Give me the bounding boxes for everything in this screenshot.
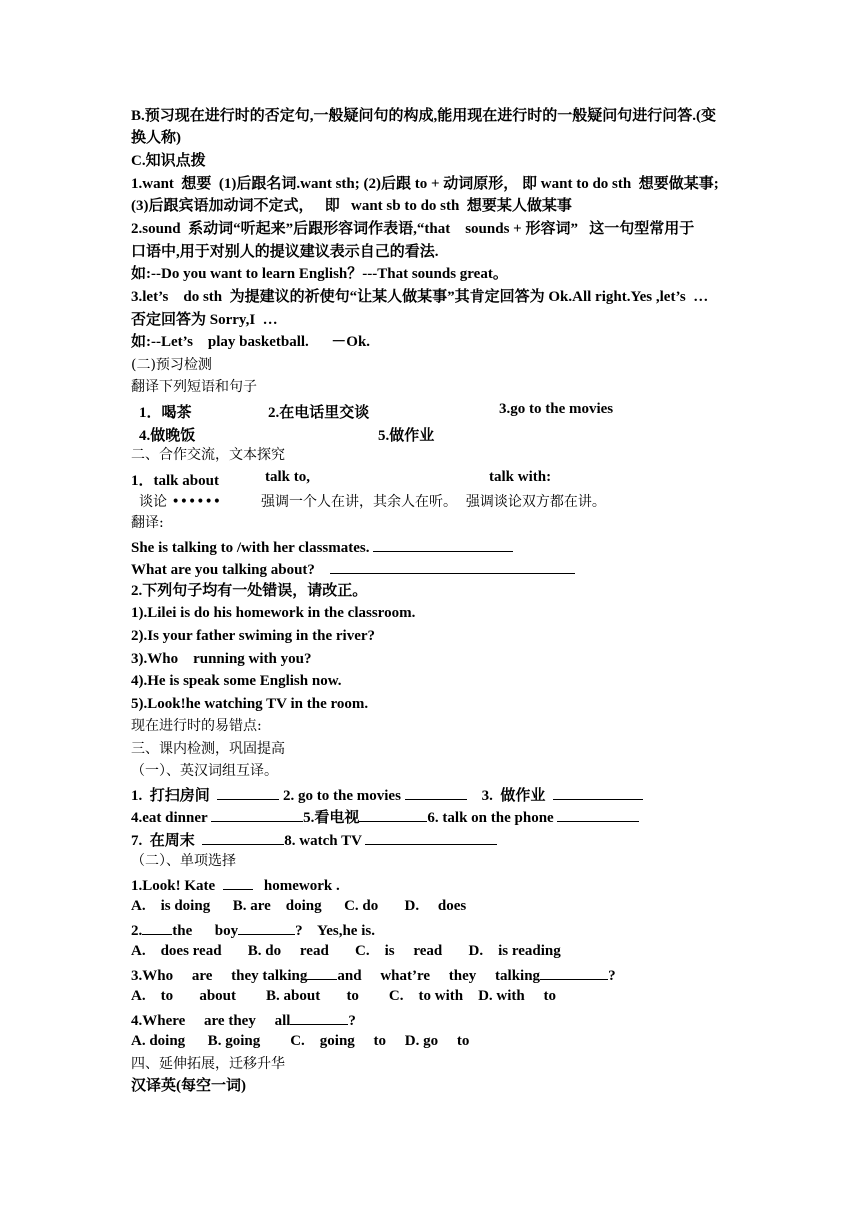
answer-blank [223, 875, 253, 890]
line-sound-example: 如:--Do you want to learn English？---That sounds great。 [131, 266, 508, 282]
line-common-errors: 现在进行时的易错点: [131, 718, 262, 734]
sentence-1-text: She is talking to /with her classmates. [131, 540, 374, 556]
line-discuss: 谈论 •••••• [139, 494, 221, 510]
phrase-row-3 [131, 830, 497, 850]
question-1-options: A. is doing B. are doing C. do D. does [131, 898, 467, 914]
error-item-5: 5).Look!he watching TV in the room. [131, 696, 369, 712]
question-4-options: A. doing B. going C. going to D. go to [131, 1033, 470, 1049]
answer-blank [217, 785, 279, 800]
item-cook-dinner: 4.做晚饭 [139, 428, 196, 444]
line-want-1: 1.want 想要 (1)后跟名词.want sth; (2)后跟 to + 动词原形， 即 want to do sth 想要做某事; [131, 176, 719, 192]
question-3-mid: and what’re they talking [337, 968, 541, 984]
heading-class-test: 三、课内检测，巩固提高 [131, 741, 285, 757]
answer-blank [557, 807, 639, 822]
line-objective-b: B.预习现在进行时的否定句,一般疑问句的构成,能用现在进行时的一般疑问句进行问答.(变 [131, 108, 717, 124]
answer-blank [330, 559, 575, 574]
answer-blank [359, 807, 427, 822]
error-item-4: 4).He is speak some English now. [131, 673, 342, 689]
phrase-clean-room: 1. 打扫房间 [131, 788, 218, 804]
line-emphasis: 强调一个人在讲，其余人在听。 强调谈论双方都在讲。 [261, 494, 606, 510]
heading-cooperation: 二、合作交流，文本探究 [131, 447, 285, 463]
answer-blank [202, 830, 284, 845]
answer-blank [405, 785, 467, 800]
line-translate-cn-en: 汉译英(每空一词) [131, 1078, 246, 1094]
line-sound-1: 2.sound 系动词“听起来”后跟形容词作表语,“that sounds + 形容词” 这一句型常用于 [131, 221, 695, 237]
question-1-tail: homework . [252, 878, 340, 894]
error-item-2: 2).Is your father swiming in the river? [131, 628, 376, 644]
answer-blank [142, 920, 172, 935]
phrase-weekend: 7. 在周末 [131, 833, 203, 849]
line-translate-instruction: 翻译下列短语和句子 [131, 379, 257, 395]
heading-phrase-translation: （一）、英汉词组互译。 [131, 763, 278, 779]
phrase-eat-dinner: 4.eat dinner [131, 810, 212, 826]
question-4 [131, 1010, 356, 1030]
heading-knowledge-points: C.知识点拨 [131, 153, 206, 169]
item-talk-about: 1．talk about [131, 473, 219, 489]
error-item-3: 3).Who running with you? [131, 651, 312, 667]
line-lets-example: 如:--Let’s play basketball. －Ok. [131, 334, 371, 350]
line-translate-label: 翻译: [131, 515, 164, 531]
sentence-2-text: What are you talking about? [131, 562, 330, 578]
item-drink-tea: 1．喝茶 [139, 405, 192, 421]
phrase-watch-tv: 8. watch TV [284, 833, 366, 849]
question-2-options: A. does read B. do read C. is read D. is reading [131, 943, 561, 959]
line-sentence-1 [131, 537, 513, 557]
answer-blank [211, 807, 303, 822]
phrase-row-2 [131, 807, 639, 827]
question-2-num: 2. [131, 923, 143, 939]
item-talk-with: talk with: [489, 469, 552, 485]
question-3-options: A. to about B. about to C. to with D. with to [131, 988, 557, 1004]
question-3-text: 3.Who are they talking [131, 968, 308, 984]
heading-correct-errors: 2.下列句子均有一处错误，请改正。 [131, 583, 368, 599]
line-objective-b-cont: 换人称) [131, 130, 181, 146]
phrase-go-movies: 2. go to the movies [279, 788, 405, 804]
line-lets-2: 否定回答为 Sorry,I … [131, 312, 278, 328]
phrase-do-homework: 3. 做作业 [466, 788, 553, 804]
heading-preview-test: (二)预习检测 [131, 357, 212, 373]
question-2 [131, 920, 375, 940]
phrase-row-1 [131, 785, 643, 805]
question-3-tail: ? [608, 968, 616, 984]
line-sentence-2 [131, 559, 575, 579]
heading-extension: 四、延伸拓展，迁移升华 [131, 1056, 285, 1072]
phrase-talk-phone: 6. talk on the phone [427, 810, 558, 826]
item-go-to-movies: 3.go to the movies [499, 401, 614, 417]
question-2-text: the boy [172, 923, 239, 939]
answer-blank [238, 920, 295, 935]
item-do-homework: 5.做作业 [378, 428, 435, 444]
question-1-text: 1.Look! Kate [131, 878, 223, 894]
answer-blank [553, 785, 643, 800]
question-4-text: 4.Where are they all [131, 1013, 291, 1029]
question-1 [131, 875, 340, 895]
item-talk-on-phone: 2.在电话里交谈 [268, 405, 370, 421]
answer-blank [365, 830, 497, 845]
question-3 [131, 965, 616, 985]
line-want-2: (3)后跟宾语加动词不定式， 即 want sb to do sth 想要某人做某事 [131, 198, 572, 214]
answer-blank [540, 965, 608, 980]
line-sound-2: 口语中,用于对别人的提议建议表示自己的看法. [131, 244, 439, 260]
answer-blank [373, 537, 513, 552]
question-2-tail: ? Yes,he is. [295, 923, 375, 939]
line-lets-1: 3.let’s do sth 为提建议的祈使句“让某人做某事”其肯定回答为 Ok.All right.Yes ,let’s … [131, 289, 709, 305]
item-talk-to: talk to, [265, 469, 310, 485]
answer-blank [290, 1010, 348, 1025]
error-item-1: 1).Lilei is do his homework in the classroom. [131, 605, 416, 621]
heading-single-choice: （二）、单项选择 [131, 853, 236, 869]
phrase-watch-tv-cn: 5.看电视 [303, 810, 360, 826]
question-4-tail: ? [348, 1013, 356, 1029]
answer-blank [307, 965, 337, 980]
